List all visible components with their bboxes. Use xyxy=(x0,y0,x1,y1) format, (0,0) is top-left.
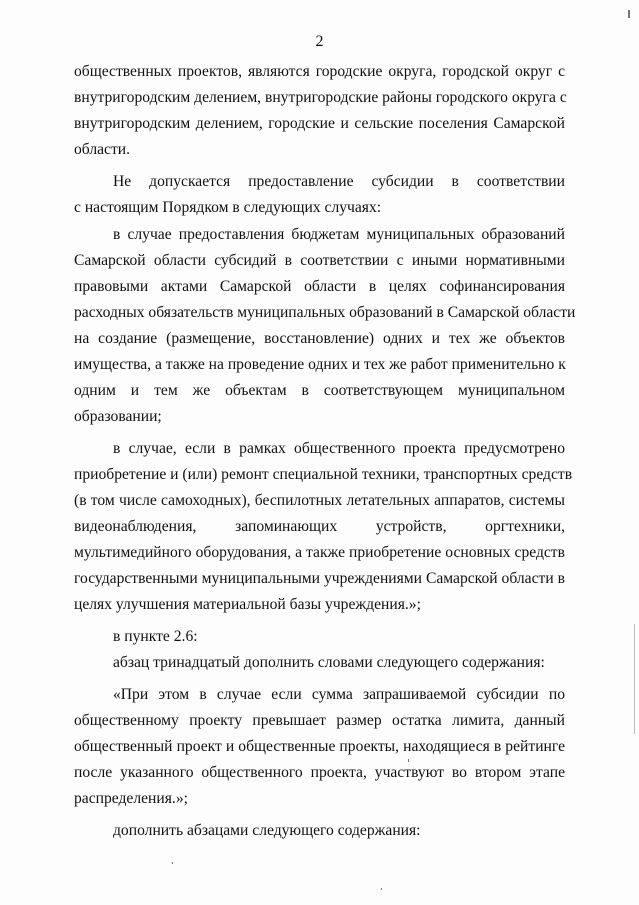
text-line: после указанного общественного проекта, участвуют во втором этапе xyxy=(74,764,565,781)
text-line: внутригородским делением, городские и сельские поселения Самарской xyxy=(74,115,565,132)
page-number: 2 xyxy=(315,33,324,50)
scan-mark xyxy=(634,624,635,734)
text-line: видеонаблюдения, запоминающих устройств, оргтехники, xyxy=(74,518,565,535)
scan-mark xyxy=(172,862,173,864)
text-line: распределения.»; xyxy=(74,790,188,807)
text-line: «При этом в случае если сумма запрашиваемой субсидии по xyxy=(113,686,565,703)
text-line: с настоящим Порядком в следующих случаях: xyxy=(74,199,382,216)
text-line: целях улучшения материальной базы учреждения.»; xyxy=(74,596,421,613)
text-line: расходных обязательств муниципальных образований в Самарской области xyxy=(74,304,576,321)
text-line: на создание (размещение, восстановление) одних и тех же объектов xyxy=(74,330,565,347)
text-line: мультимедийного оборудования, а также приобретение основных средств xyxy=(74,544,565,561)
text-line: общественному проекту превышает размер остатка лимита, данный xyxy=(74,712,565,729)
scan-mark xyxy=(628,10,630,18)
text-line: приобретение и (или) ремонт специальной техники, транспортных средств xyxy=(74,466,573,483)
text-line: дополнить абзацами следующего содержания: xyxy=(113,822,421,839)
text-line: внутригородским делением, внутригородские районы городского округа с xyxy=(74,89,567,106)
scan-mark xyxy=(381,888,382,890)
text-line: (в том числе самоходных), беспилотных летательных аппаратов, системы xyxy=(74,492,565,509)
text-line: образовании; xyxy=(74,408,162,425)
text-line: общественных проектов, являются городские округа, городской округ с xyxy=(74,63,565,80)
text-line: общественный проект и общественные проекты, находящиеся в рейтинге xyxy=(74,738,565,755)
text-line: государственными муниципальными учреждениями Самарской области в xyxy=(74,570,565,587)
text-line: имущества, а также на проведение одних и тех же работ применительно к xyxy=(74,356,566,373)
text-line: в пункте 2.6: xyxy=(113,628,198,645)
text-line: абзац тринадцатый дополнить словами следующего содержания: xyxy=(113,654,545,671)
text-line: в случае предоставления бюджетам муниципальных образований xyxy=(113,226,565,243)
scan-mark xyxy=(408,759,409,762)
text-line: области. xyxy=(74,141,131,158)
text-line: Самарской области субсидий в соответствии с иными нормативными xyxy=(74,252,565,269)
text-line: в случае, если в рамках общественного проекта предусмотрено xyxy=(113,440,565,457)
text-line: правовыми актами Самарской области в целях софинансирования xyxy=(74,278,565,295)
text-line: Не допускается предоставление субсидии в соответствии xyxy=(113,173,565,190)
text-line: одним и тем же объектам в соответствующем муниципальном xyxy=(74,382,565,399)
